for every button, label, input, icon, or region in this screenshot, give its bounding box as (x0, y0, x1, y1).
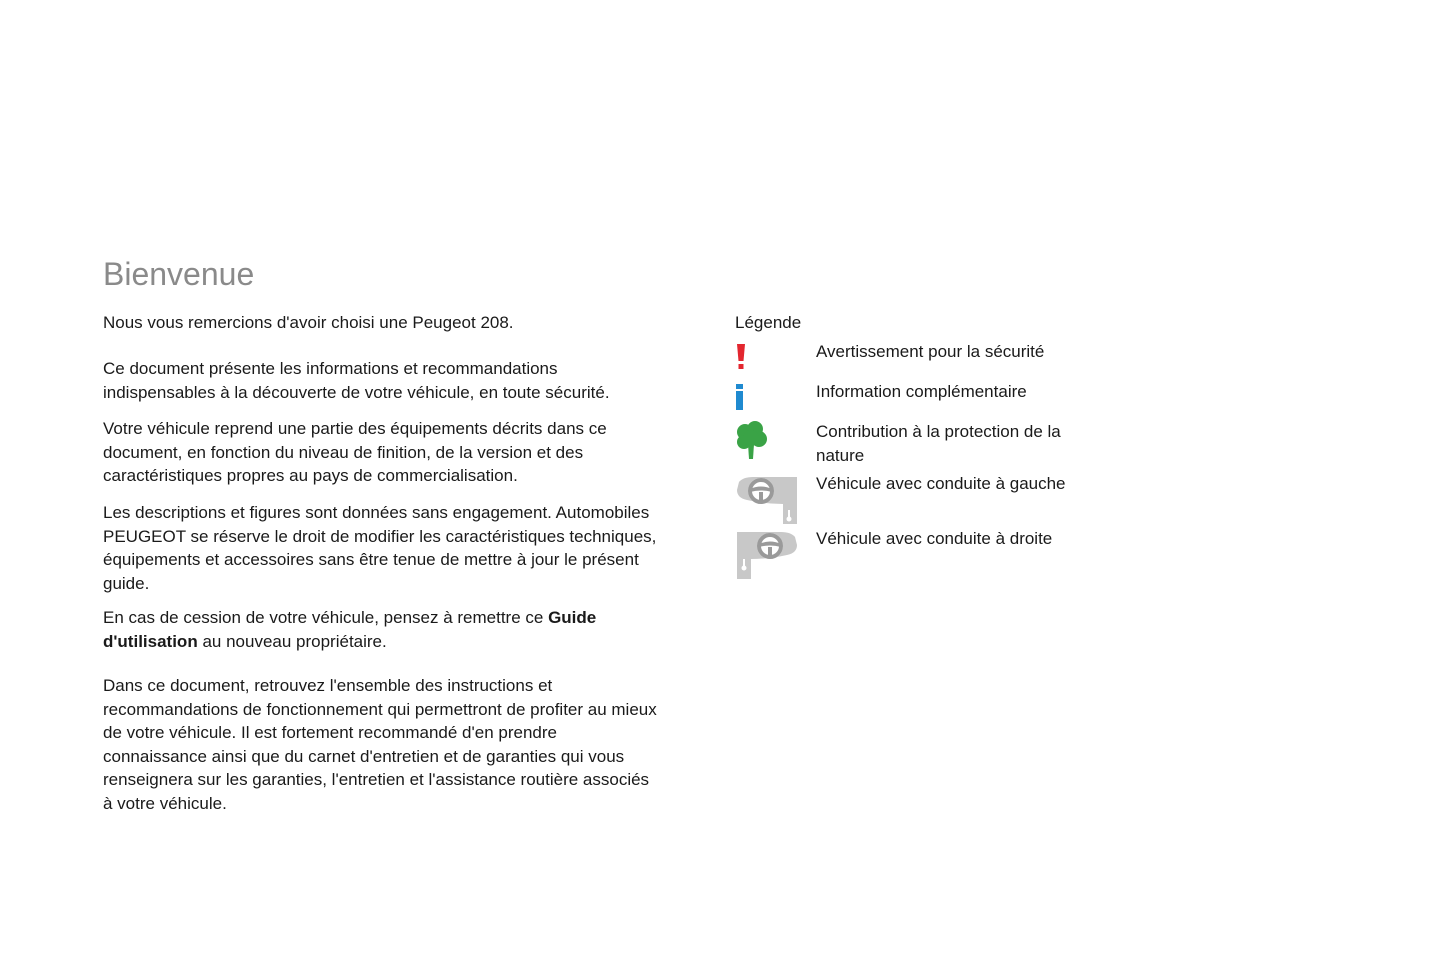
p5-guide-name: Guide d'utilisation (103, 608, 597, 651)
p5-text-after: au nouveau propriétaire. (197, 631, 387, 651)
legend-label-left-drive: Véhicule avec conduite à gauche (816, 474, 1066, 493)
tree-icon (735, 420, 769, 467)
legend-label-info: Information complémentaire (816, 382, 1027, 401)
warning-exclamation-icon (735, 340, 749, 375)
info-icon (735, 380, 749, 417)
intro-paragraph-6: Dans ce document, retrouvez l'ensemble des instructions et recommandations de fonctionnement qui permettront de profiter au mieux de votre véhicule. Il est fortement recommandé d'en prendre connaissance ainsi que du carnet d'entretien et de garanties qui vous renseignera sur les garanties, l'entretien et l'assistance routière associés à votre véhicule. (103, 676, 657, 813)
left-hand-drive-icon (735, 472, 799, 531)
legend-label-warning: Avertissement pour la sécurité (816, 342, 1045, 361)
intro-paragraph-1: Nous vous remercions d'avoir choisi une Peugeot 208. (103, 313, 514, 332)
intro-paragraph-3: Votre véhicule reprend une partie des équipements décrits dans ce document, en fonction du niveau de finition, de la version et des caractéristiques propres au pays de commercialisation. (103, 419, 607, 486)
intro-paragraph-2: Ce document présente les informations et recommandations indispensables à la découverte de votre véhicule, en toute sécurité. (103, 359, 610, 402)
page-title: Bienvenue (103, 256, 255, 292)
p5-text-before: En cas de cession de votre véhicule, pensez à remettre ce (103, 608, 549, 627)
legend-label-right-drive: Véhicule avec conduite à droite (816, 529, 1053, 548)
right-hand-drive-icon (735, 527, 799, 586)
intro-paragraph-4: Les descriptions et figures sont données sans engagement. Automobiles PEUGEOT se réserve le droit de modifier les caractéristiques techniques, équipements et accessoires sans être tenue de mettre à jour le présent guide. (103, 503, 657, 593)
legend-title: Légende (735, 313, 802, 332)
intro-paragraph-5 (103, 606, 663, 653)
legend-label-nature: Contribution à la protection de la nature (816, 422, 1061, 465)
